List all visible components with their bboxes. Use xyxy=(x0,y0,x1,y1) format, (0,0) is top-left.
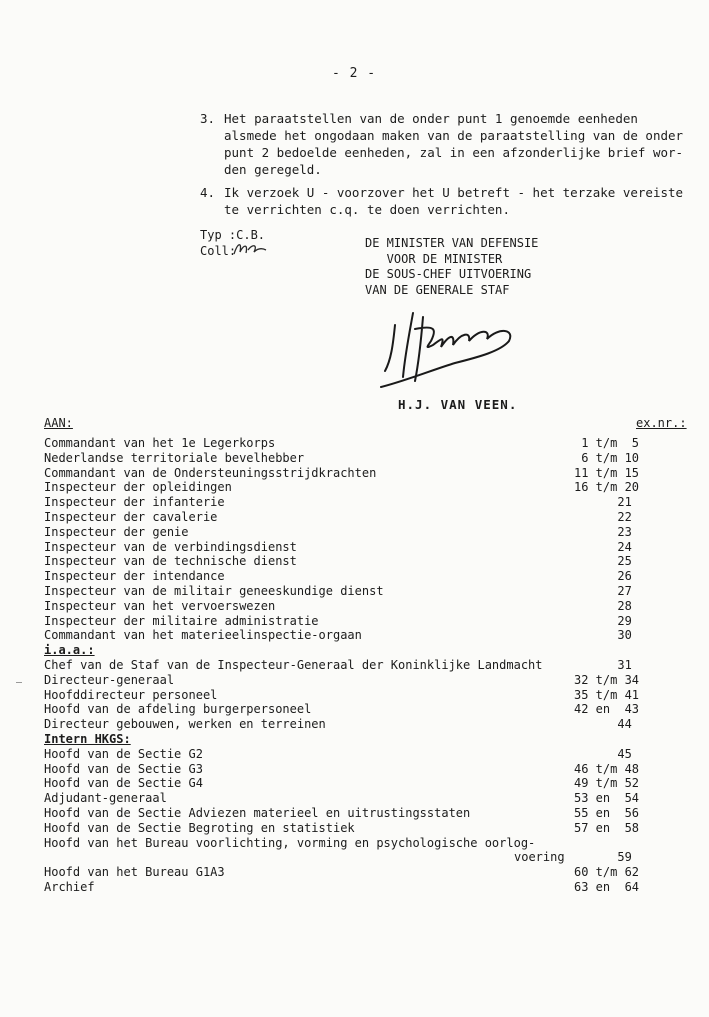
recipient-name: Adjudant-generaal xyxy=(44,791,167,806)
recipient-name: Chef van de Staf van de Inspecteur-Generaal der Koninklijke Landmacht xyxy=(44,657,543,672)
distribution-row xyxy=(44,599,704,614)
minister-line: VAN DE GENERALE STAF xyxy=(365,282,510,297)
collation-label: Coll: xyxy=(200,244,237,258)
paragraph-line: Het paraatstellen van de onder punt 1 genoemde eenheden xyxy=(224,111,638,126)
distribution-row xyxy=(44,569,704,584)
distribution-row xyxy=(44,614,704,629)
recipient-name: Inspecteur der militaire administratie xyxy=(44,613,319,628)
distribution-row xyxy=(44,702,704,717)
paragraph-number: 4. xyxy=(200,185,216,200)
recipient-name: Inspecteur van de militair geneeskundige dienst xyxy=(44,583,384,598)
copy-numbers: 26 xyxy=(574,569,632,584)
recipient-name: voering xyxy=(514,850,565,865)
exnr-label: ex.nr.: xyxy=(636,416,687,430)
copy-numbers: 60 t/m 62 xyxy=(574,865,640,880)
recipient-name: Archief xyxy=(44,879,95,894)
paragraph-number: 3. xyxy=(200,111,216,126)
recipient-name: Commandant van het materieelinspectie-orgaan xyxy=(44,628,362,643)
recipient-name: Hoofd van de Sectie G2 xyxy=(44,746,203,761)
distribution-row xyxy=(44,791,704,806)
recipient-name: Hoofd van de Sectie Adviezen materieel en uitrustingsstaten xyxy=(44,805,471,820)
paragraph-line: te verrichten c.q. te doen verrichten. xyxy=(224,202,510,217)
recipient-name: i.a.a.: xyxy=(44,643,95,658)
recipient-name: Inspecteur der genie xyxy=(44,524,189,539)
copy-numbers: 53 en 54 xyxy=(574,791,640,806)
copy-numbers: 57 en 58 xyxy=(574,820,640,835)
copy-numbers: 21 xyxy=(574,495,632,510)
distribution-row xyxy=(44,436,704,451)
copy-numbers: 1 t/m 5 xyxy=(574,436,640,450)
distribution-row xyxy=(44,628,704,643)
copy-numbers: 28 xyxy=(574,598,632,613)
distribution-row xyxy=(44,688,704,703)
distribution-row xyxy=(44,554,704,569)
distribution-row xyxy=(44,836,704,851)
recipient-name: Hoofd van de Sectie G3 xyxy=(44,761,203,776)
copy-numbers: 30 xyxy=(574,628,632,643)
copy-numbers: 23 xyxy=(574,524,632,539)
recipient-name: Inspecteur van de verbindingsdienst xyxy=(44,539,297,554)
copy-numbers: 29 xyxy=(574,613,632,628)
paragraph-line: Ik verzoek U - voorzover het U betreft - het terzake vereiste xyxy=(224,185,684,200)
distribution-row xyxy=(44,495,704,510)
recipient-name: Inspecteur der intendance xyxy=(44,569,225,584)
recipient-name: Hoofd van het Bureau G1A3 xyxy=(44,865,225,880)
distribution-row xyxy=(44,525,704,540)
copy-numbers: 49 t/m 52 xyxy=(574,776,640,791)
paragraph-3 xyxy=(200,110,700,178)
distribution-section-header xyxy=(44,732,704,747)
recipient-name: Inspecteur van het vervoerswezen xyxy=(44,598,276,613)
copy-numbers: 25 xyxy=(574,554,632,569)
recipient-name: Inspecteur der cavalerie xyxy=(44,509,218,524)
recipient-name: Nederlandse territoriale bevelhebber xyxy=(44,450,305,465)
distribution-row xyxy=(44,880,704,895)
distribution-list xyxy=(44,436,704,895)
copy-numbers: 31 xyxy=(574,657,632,672)
copy-numbers: 35 t/m 41 xyxy=(574,687,640,702)
copy-numbers: 24 xyxy=(574,539,632,554)
minister-block xyxy=(365,236,538,298)
recipient-name: Hoofd van de Sectie G4 xyxy=(44,776,203,791)
distribution-row xyxy=(44,540,704,555)
margin-mark xyxy=(16,682,22,683)
distribution-row xyxy=(44,850,704,865)
recipient-name: Intern HKGS: xyxy=(44,731,131,746)
copy-numbers: 45 xyxy=(574,746,632,761)
distribution-row xyxy=(44,510,704,525)
distribution-section-header xyxy=(44,643,704,658)
recipient-name: Commandant van de Ondersteuningsstrijdkrachten xyxy=(44,465,377,480)
paragraph-line: den geregeld. xyxy=(224,162,322,177)
recipient-name: Inspecteur van de technische dienst xyxy=(44,554,297,569)
distribution-row xyxy=(44,776,704,791)
handwritten-initials xyxy=(230,238,270,258)
paragraph-4 xyxy=(200,184,700,218)
copy-numbers: 59 xyxy=(574,850,632,865)
paragraph-line: punt 2 bedoelde eenheden, zal in een afzonderlijke brief wor- xyxy=(224,145,684,160)
recipient-name: Hoofddirecteur personeel xyxy=(44,687,218,702)
distribution-row xyxy=(44,673,704,688)
recipient-name: Hoofd van de afdeling burgerpersoneel xyxy=(44,702,312,717)
aan-label: AAN: xyxy=(44,416,73,430)
recipient-name: Commandant van het 1e Legerkorps xyxy=(44,436,276,450)
signature xyxy=(375,305,535,390)
copy-numbers: 42 en 43 xyxy=(574,702,640,717)
copy-numbers: 27 xyxy=(574,583,632,598)
distribution-row xyxy=(44,717,704,732)
distribution-row xyxy=(44,658,704,673)
distribution-row xyxy=(44,466,704,481)
copy-numbers: 46 t/m 48 xyxy=(574,761,640,776)
distribution-row xyxy=(44,762,704,777)
distribution-row xyxy=(44,806,704,821)
signatory-name: H.J. VAN VEEN. xyxy=(398,397,518,412)
minister-line: VOOR DE MINISTER xyxy=(365,251,503,266)
distribution-row xyxy=(44,451,704,466)
copy-numbers: 11 t/m 15 xyxy=(574,465,640,480)
copy-numbers: 32 t/m 34 xyxy=(574,672,640,687)
recipient-name: Directeur-generaal xyxy=(44,672,175,687)
distribution-row xyxy=(44,865,704,880)
distribution-row xyxy=(44,747,704,762)
paragraph-line: alsmede het ongodaan maken van de paraatstelling van de onder xyxy=(224,128,684,143)
distribution-row xyxy=(44,480,704,495)
copy-numbers: 44 xyxy=(574,717,632,732)
recipient-name: Hoofd van het Bureau voorlichting, vorming en psychologische oorlog- xyxy=(44,835,536,850)
recipient-name: Inspecteur der opleidingen xyxy=(44,480,232,495)
recipient-name: Directeur gebouwen, werken en terreinen xyxy=(44,717,326,732)
distribution-row xyxy=(44,584,704,599)
typist-initials: Typ :C.B. xyxy=(200,228,266,242)
copy-numbers: 6 t/m 10 xyxy=(574,450,640,465)
recipient-name: Hoofd van de Sectie Begroting en statistiek xyxy=(44,820,355,835)
copy-numbers: 16 t/m 20 xyxy=(574,480,640,495)
page-number: - 2 - xyxy=(332,66,377,81)
recipient-name: Inspecteur der infanterie xyxy=(44,495,225,510)
copy-numbers: 22 xyxy=(574,509,632,524)
minister-line: DE SOUS-CHEF UITVOERING xyxy=(365,267,532,281)
copy-numbers: 63 en 64 xyxy=(574,879,640,894)
copy-numbers: 55 en 56 xyxy=(574,805,640,820)
distribution-row xyxy=(44,821,704,836)
minister-line: DE MINISTER VAN DEFENSIE xyxy=(365,236,539,250)
